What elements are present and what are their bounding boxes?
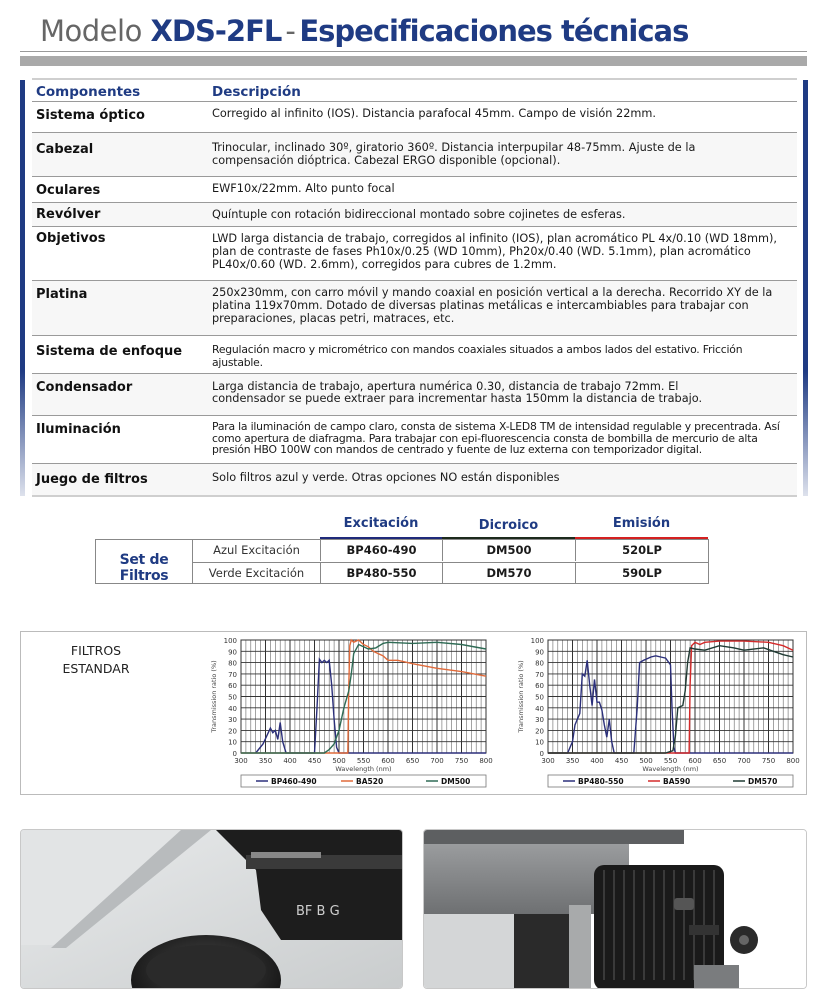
plot-area (241, 640, 486, 753)
y-tick-label: 80 (535, 659, 544, 668)
component-name: Sistema de enfoque (32, 336, 208, 374)
legend-label: DM570 (748, 777, 778, 786)
title-main: Especificaciones técnicas (299, 14, 689, 48)
x-tick-label: 550 (663, 757, 678, 765)
table-row (32, 133, 797, 177)
y-tick-label: 20 (228, 727, 237, 736)
component-name: Oculares (32, 177, 208, 203)
transmission-chart-blue (206, 634, 496, 794)
column-header-components: Componentes (32, 79, 208, 102)
x-tick-label: 450 (307, 757, 322, 765)
x-tick-label: 550 (356, 757, 371, 765)
table-row (32, 203, 797, 227)
excitation-value: BP480-550 (321, 563, 443, 584)
emission-value: 520LP (622, 543, 662, 557)
filter-slider-markings: BF B G (296, 904, 340, 919)
table-row (32, 464, 797, 496)
x-tick-label: 600 (381, 757, 395, 765)
model-name: XDS-2FL (150, 14, 282, 48)
x-tick-label: 800 (479, 757, 493, 765)
x-tick-label: 650 (712, 757, 727, 765)
component-name: Platina (32, 281, 208, 336)
y-tick-label: 60 (535, 682, 544, 691)
charts-panel (20, 631, 807, 795)
y-tick-label: 70 (228, 670, 237, 679)
filter-row (193, 562, 708, 583)
filter-row-name: Verde Excitación (193, 563, 321, 584)
chart-legend (241, 775, 486, 787)
component-description: Para la iluminación de campo claro, consta de sistema X-LED8 TM de intensidad regulable y precentrada. Así como apertura de diafragma. Para trabajar con epi-fluorescencia consta de bombilla de mercurio de alta presión HBO 100W con mandos de centrado y fuente de luz externa con temporizador digital. (208, 416, 797, 464)
excitation-value: BP460-490 (321, 540, 443, 561)
x-tick-label: 700 (737, 757, 751, 765)
specs-table (32, 78, 797, 497)
y-tick-label: 90 (228, 648, 237, 657)
component-name: Revólver (32, 203, 208, 227)
y-tick-label: 60 (228, 682, 237, 691)
filter-set-table (95, 512, 710, 584)
component-description: Quíntuple con rotación bidireccional montado sobre cojinetes de esferas. (208, 203, 797, 227)
right-accent-bar (803, 80, 808, 496)
table-row (32, 374, 797, 416)
chart-green-filter (513, 634, 803, 794)
component-name: Juego de filtros (32, 464, 208, 496)
component-description: Trinocular, inclinado 30º, giratorio 360º. Distancia interpupilar 48-75mm. Ajuste de la compensación dióptrica. Cabezal ERGO disponible (opcional). (208, 133, 797, 177)
y-tick-label: 10 (228, 738, 237, 747)
component-description: Solo filtros azul y verde. Otras opciones NO están disponibles (208, 464, 797, 496)
x-tick-label: 600 (688, 757, 702, 765)
x-tick-label: 300 (541, 757, 555, 765)
y-tick-label: 100 (530, 637, 544, 645)
x-tick-label: 400 (283, 757, 297, 765)
title-separator: - (285, 14, 296, 48)
x-tick-label: 500 (332, 757, 346, 765)
gray-banner (20, 56, 807, 66)
dichroic-value: DM500 (443, 540, 576, 561)
plot-area (548, 640, 793, 753)
specs-section (20, 78, 810, 496)
legend-label: BP460-490 (271, 777, 317, 786)
page-title (40, 14, 688, 48)
component-description: Regulación macro y micrométrico con mandos coaxiales situados a ambos lados del estativo. Fricción ajustable. (208, 336, 797, 374)
component-name: Cabezal (32, 133, 208, 177)
x-axis-label: Wavelength (nm) (642, 765, 699, 773)
table-row (32, 102, 797, 133)
title-divider (20, 51, 807, 52)
x-tick-label: 450 (614, 757, 629, 765)
filter-row (193, 540, 708, 561)
filter-grid (95, 539, 709, 584)
y-axis-label: Transmission ratio (%) (210, 660, 218, 733)
y-tick-label: 40 (228, 704, 237, 713)
x-tick-label: 700 (430, 757, 444, 765)
table-row (32, 177, 797, 203)
x-tick-label: 750 (761, 757, 776, 765)
header-dichroic: Dicroico (442, 512, 575, 538)
emission-value: 590LP (622, 566, 662, 580)
y-tick-label: 30 (535, 716, 544, 725)
photo-lamp-housing (423, 829, 807, 989)
legend-label: BA590 (663, 777, 691, 786)
component-description: LWD larga distancia de trabajo, corregidos al infinito (IOS), plan acromático PL 4x/0.10 (WD 18mm), plan de contraste de fases Ph10x/0.25 (WD 10mm), Ph20x/0.40 (WD. 5.1mm), plan acromático PL40x/0.60 (WD. 2.6mm), corregidos para cubres de 1.2mm. (208, 227, 797, 281)
x-tick-label: 750 (454, 757, 469, 765)
microscope-photo-1 (21, 830, 403, 989)
filter-row-name: Azul Excitación (193, 540, 321, 561)
component-name: Iluminación (32, 416, 208, 464)
y-tick-label: 30 (228, 716, 237, 725)
legend-label: BA520 (356, 777, 384, 786)
title-prefix: Modelo (40, 14, 142, 48)
y-tick-label: 80 (228, 659, 237, 668)
y-axis-label: Transmission ratio (%) (517, 660, 525, 733)
x-tick-label: 350 (565, 757, 580, 765)
microscope-photo-2 (424, 830, 807, 989)
table-row (32, 416, 797, 464)
component-name: Objetivos (32, 227, 208, 281)
x-tick-label: 800 (786, 757, 800, 765)
component-name: Sistema óptico (32, 102, 208, 133)
legend-label: BP480-550 (578, 777, 624, 786)
left-accent-bar (20, 80, 25, 496)
column-header-description: Descripción (208, 79, 797, 102)
component-description: EWF10x/22mm. Alto punto focal (208, 177, 797, 203)
y-tick-label: 90 (535, 648, 544, 657)
y-tick-label: 0 (539, 750, 544, 758)
component-description: Larga distancia de trabajo, apertura numérica 0.30, distancia de trabajo 72mm. El condensador se puede extraer para incrementar hasta 150mm la distancia de trabajo. (208, 374, 797, 416)
x-tick-label: 300 (234, 757, 248, 765)
component-description: Corregido al infinito (IOS). Distancia parafocal 45mm. Campo de visión 22mm. (208, 102, 797, 133)
y-tick-label: 0 (232, 750, 237, 758)
legend-label: DM500 (441, 777, 471, 786)
photo-filter-slider (20, 829, 403, 989)
y-tick-label: 50 (228, 693, 237, 702)
y-tick-label: 40 (535, 704, 544, 713)
x-tick-label: 650 (405, 757, 420, 765)
table-row (32, 281, 797, 336)
y-tick-label: 10 (535, 738, 544, 747)
component-description: 250x230mm, con carro móvil y mando coaxial en posición vertical a la derecha. Recorrido XY de la platina 119x70mm. Dotado de diversas platinas metálicas e intercambiables para trabajar con preparaciones, placas petri, matraces, etc. (208, 281, 797, 336)
x-tick-label: 500 (639, 757, 653, 765)
x-tick-label: 400 (590, 757, 604, 765)
table-row (32, 227, 797, 281)
component-name: Condensador (32, 374, 208, 416)
y-tick-label: 20 (535, 727, 544, 736)
y-tick-label: 100 (223, 637, 237, 645)
chart-legend (548, 775, 793, 787)
y-tick-label: 50 (535, 693, 544, 702)
x-axis-label: Wavelength (nm) (335, 765, 392, 773)
chart-blue-filter (206, 634, 496, 794)
dichroic-value: DM570 (443, 563, 576, 584)
x-tick-label: 350 (258, 757, 273, 765)
y-tick-label: 70 (535, 670, 544, 679)
transmission-chart-green (513, 634, 803, 794)
charts-label: FILTROS ESTANDAR (62, 643, 130, 676)
header-excitation: Excitación (320, 512, 442, 538)
filter-set-label: Set de Filtros (96, 540, 193, 583)
table-row (32, 336, 797, 374)
header-emission: Emisión (575, 512, 708, 538)
